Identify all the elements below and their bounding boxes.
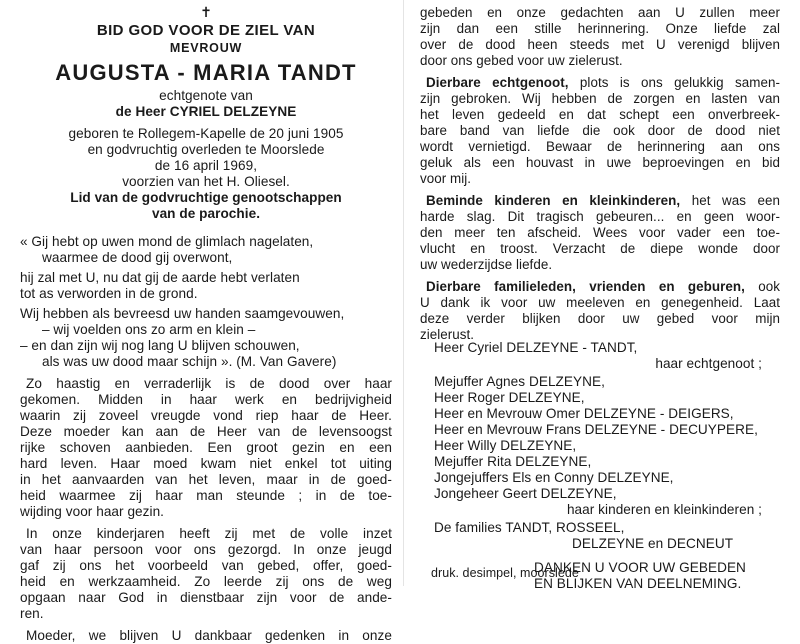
membership-line: Lid van de godvruchtige genootschappen: [70, 190, 342, 205]
paragraph-line: zijn dan een stille herinnering. Onze liefde zal: [420, 21, 780, 36]
paragraph-line: Beminde kinderen en kleinkinderen, het was een: [426, 193, 780, 208]
address-spouse: Dierbare echtgenoot,: [426, 75, 569, 90]
paragraph-line: Dierbare echtgenoot, plots is ons gelukkig samen-: [426, 75, 780, 90]
paragraph-line: vlucht en troost. Verzacht de diepe wonde door: [420, 241, 780, 256]
paragraph-line: in het aanvaarden van het leven, maar in de goed-: [20, 472, 392, 487]
paragraph-line: rijke schoven aanbieden. Een groot gezin en een: [20, 440, 392, 455]
spouse-name: de Heer CYRIEL DELZEYNE: [115, 104, 297, 119]
paragraph-line: heid en werkzaamheid. Zo leerde zij ons de weg: [20, 574, 392, 589]
poem-line: – en dan zijn wij nog lang U blijven schouwen,: [20, 338, 300, 353]
thanks-line: EN BLIJKEN VAN DEELNEMING.: [534, 576, 742, 591]
paragraph-line: gebeden en onze gedachten aan U zullen meer: [420, 5, 780, 20]
membership-line: van de parochie.: [151, 206, 261, 221]
paragraph-line: waarin zij zoveel vreugde vond riep haar de Heer.: [20, 408, 392, 423]
spouse-intro: echtgenote van: [159, 88, 253, 103]
address-children: Beminde kinderen en kleinkinderen,: [426, 193, 681, 208]
paragraph-line: het leven gedeeld en dat schept een onverbreek-: [420, 107, 780, 122]
poem-line: tot as verworden in de grond.: [20, 286, 198, 301]
poem-line: Wij hebben als bevreesd uw handen saamgevouwen,: [20, 306, 345, 321]
bio-line: de 16 april 1969,: [154, 158, 258, 173]
paragraph-line: geluk als een houvast in uwe beproevingen en bid: [420, 155, 780, 170]
paragraph-line: gekomen. Midden in haar werk en bedrijvigheid: [20, 392, 392, 407]
paragraph-line: wordt vernietigd. Bewaar de herinnering aan ons: [420, 139, 780, 154]
signature-child: Mejuffer Agnes DELZEYNE,: [434, 374, 605, 389]
paragraph-line: opgaan naar God in dienstbaar zijn voor de ande-: [20, 590, 392, 605]
paragraph-line: ren.: [20, 606, 44, 621]
signature-role: haar kinderen en kleinkinderen ;: [566, 502, 762, 517]
poem-line: hij zal met U, nu dat gij de aarde hebt verlaten: [20, 270, 300, 285]
signature-child: Heer en Mevrouw Omer DELZEYNE - DEIGERS,: [434, 406, 734, 421]
deceased-name: AUGUSTA - MARIA TANDT: [55, 60, 357, 85]
title: MEVROUW: [169, 41, 243, 55]
paragraph-line: In onze kinderjaren heeft zij met de volle inzet: [26, 526, 392, 541]
bio-line: geboren te Rollegem-Kapelle de 20 juni 1905: [68, 126, 344, 141]
poem-line: waarmee de dood gij overwont,: [42, 250, 233, 265]
signature-child: Heer Roger DELZEYNE,: [434, 390, 585, 405]
paragraph-line: U dank ik voor uw meeleven en genegenheid. Laat: [420, 295, 780, 310]
printer-credit: druk. desimpel, moorslede: [431, 566, 579, 580]
signature-families: De families TANDT, ROSSEEL,: [434, 520, 625, 535]
paragraph-line: deze verder blijken door uw gebed voor mijn: [420, 311, 780, 326]
paragraph-line: Moeder, we blijven U dankbaar gedenken in onze: [26, 628, 392, 643]
signature-child: Heer en Mevrouw Frans DELZEYNE - DECUYPERE,: [434, 422, 758, 437]
poem-line: « Gij hebt op uwen mond de glimlach nagelaten,: [20, 234, 314, 249]
address-family: Dierbare familieleden, vrienden en geburen,: [426, 279, 745, 294]
paragraph-line: harde slag. Dit tragisch gebeuren... en geen woor-: [420, 209, 780, 224]
signature-husband: Heer Cyriel DELZEYNE - TANDT,: [434, 340, 638, 355]
signature-role: haar echtgenoot ;: [655, 356, 762, 371]
cross-icon: ✝: [200, 4, 212, 20]
bio-line: en godvruchtig overleden te Moorslede: [87, 142, 325, 157]
paragraph-line: wijding voor haar gezin.: [20, 504, 165, 519]
signature-child: Heer Willy DELZEYNE,: [434, 438, 577, 453]
paragraph-line: Dierbare familieleden, vrienden en geburen, ook: [426, 279, 781, 294]
paragraph-line: bare band van liefde die ook door de dood niet: [420, 123, 780, 138]
paragraph-line: uw wederzijdse liefde.: [420, 257, 553, 272]
poem-line: – wij voelden ons zo arm en klein –: [42, 322, 256, 337]
paragraph-line: over de dood heen steeds met U verenigd blijven: [420, 37, 780, 52]
signature-child: Jongejuffers Els en Conny DELZEYNE,: [434, 470, 674, 485]
paragraph-line: zijn gebroken. Wij hebben de zorgen en lasten van: [420, 91, 780, 106]
paragraph-line: voor mij.: [420, 171, 472, 186]
signatures: [420, 340, 780, 592]
paragraph-line: van haar persoon voor ons gezorgd. In onze jeugd: [20, 542, 392, 557]
poem-line: als was uw dood maar schijn ». (M. Van Gavere): [42, 354, 337, 369]
paragraph-line: door ons gebed voor uw zielerust.: [420, 53, 623, 68]
paragraph-line: den meer ten afscheid. Wees voor vader een toe-: [420, 225, 780, 240]
signature-families: DELZEYNE en DECNEUT: [572, 536, 734, 551]
page-fold-divider: [403, 0, 404, 586]
heading: BID GOD VOOR DE ZIEL VAN: [96, 22, 316, 39]
signature-child: Mejuffer Rita DELZEYNE,: [434, 454, 592, 469]
paragraph-line: Deze moeder kan aan de Heer van de levensoogst: [20, 424, 392, 439]
signature-child: Jongeheer Geert DELZEYNE,: [434, 486, 617, 501]
paragraph-line: gaf zij ons het voorbeeld van gebed, offer, goed-: [20, 558, 392, 573]
bio-line: voorzien van het H. Oliesel.: [122, 174, 290, 189]
paragraph-line: heid waarmee zij haar man steunde ; in de toe-: [20, 488, 392, 503]
right-page: [420, 5, 780, 343]
thanks-line: DANKEN U VOOR UW GEBEDEN: [534, 560, 746, 575]
paragraph-line: Zo haastig en verraderlijk is de dood over haar: [26, 376, 392, 391]
paragraph-line: zielerust.: [420, 327, 475, 342]
paragraph-line: hard leven. Haar moed kwam niet enkel tot uiting: [20, 456, 392, 471]
